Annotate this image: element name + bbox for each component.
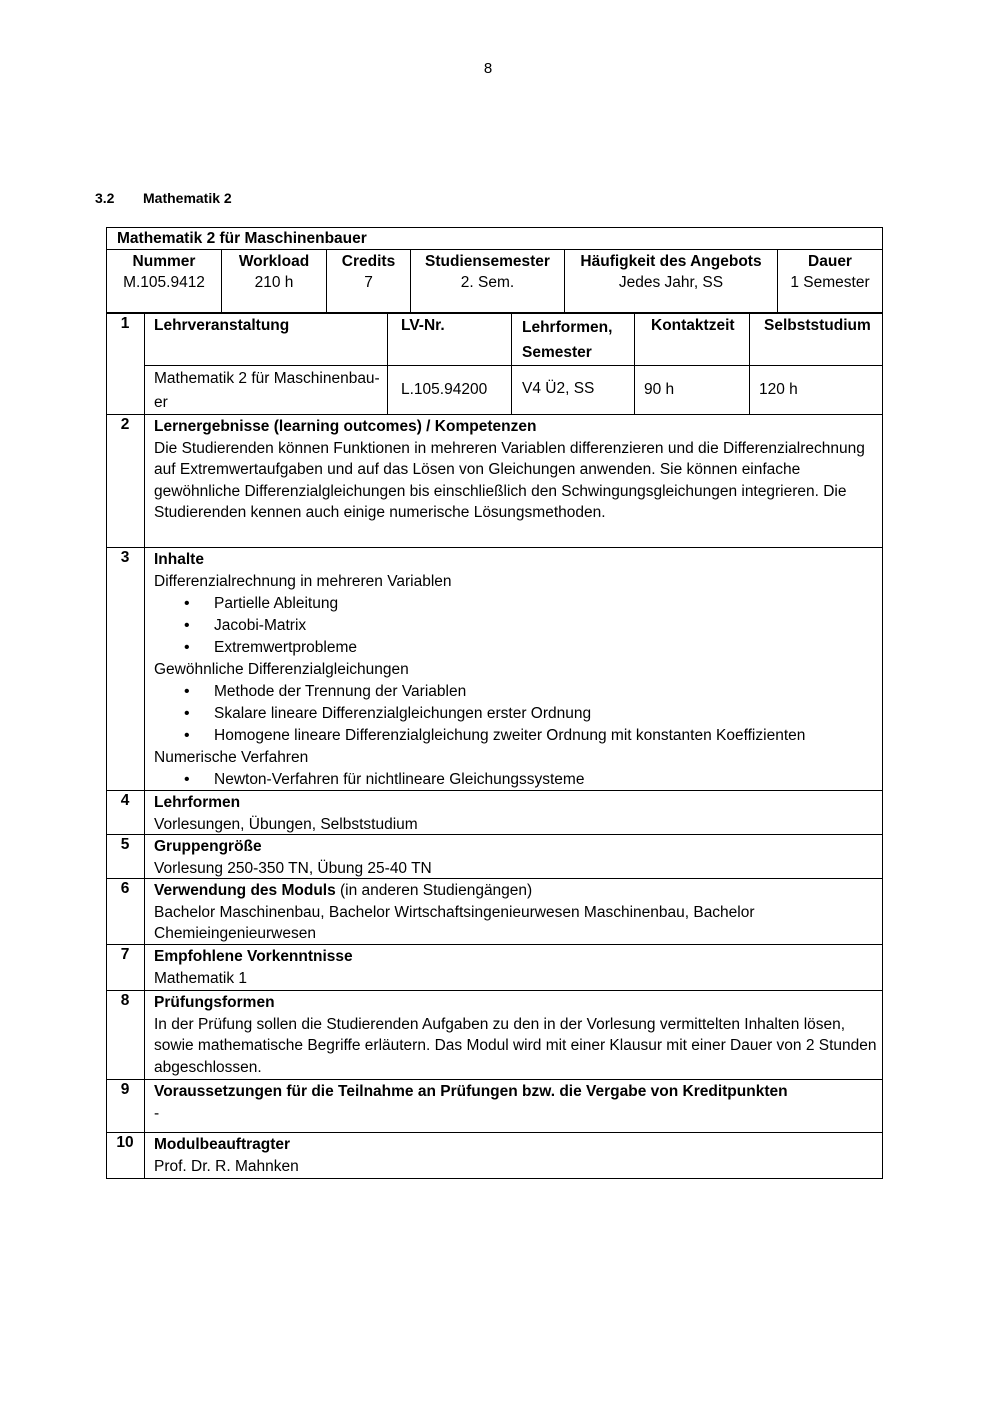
- vorkenntnisse-text: Mathematik 1: [154, 969, 248, 987]
- section-number: 3.2: [95, 190, 115, 206]
- kontaktzeit-label: Kontaktzeit: [651, 317, 735, 334]
- pruefungsformen-text-line: In der Prüfung sollen die Studierenden Aufgaben zu den in der Vorlesung vermittelten Inhalten lösen,: [154, 1015, 846, 1033]
- lvnr-value: L.105.94200: [401, 381, 488, 398]
- list-item: • Newton-Verfahren für nichtlineare Gleichungssysteme: [154, 769, 879, 791]
- selbststudium-label: Selbststudium: [764, 317, 871, 334]
- lehrveranstaltung-value-line: er: [154, 394, 168, 411]
- workload-label: Workload: [238, 253, 310, 270]
- row1-col-divider: [511, 313, 512, 414]
- row-separator: [107, 1132, 882, 1133]
- row1-col-divider: [387, 313, 388, 365]
- lehrformen-text: Vorlesungen, Übungen, Selbststudium: [154, 815, 418, 833]
- verwendung-text-line: Chemieingenieurwesen: [154, 925, 316, 942]
- list-item: • Skalare lineare Differenzialgleichungen erster Ordnung: [154, 703, 879, 725]
- inhalte-group-heading: Differenzialrechnung in mehreren Variablen: [154, 573, 452, 590]
- studiensemester-label: Studiensemester: [425, 253, 550, 270]
- verwendung-title: Verwendung des Moduls: [154, 882, 336, 899]
- row-number: 1: [120, 315, 130, 332]
- workload-value: 210 h: [254, 274, 294, 291]
- pruefungsformen-title: Prüfungsformen: [154, 994, 275, 1011]
- inhalte-bullet-list: [154, 769, 879, 791]
- row1-col-divider: [634, 313, 635, 414]
- haeufigkeit-label: Häufigkeit des Angebots: [580, 253, 762, 270]
- nummer-value: M.105.9412: [123, 274, 205, 291]
- inhalte-bullet-list: [154, 593, 879, 659]
- pruefungsformen-text-line: abgeschlossen.: [154, 1058, 262, 1076]
- lehrveranstaltung-label: Lehrveranstaltung: [154, 317, 290, 334]
- verwendung-title-suffix: (in anderen Studiengängen): [335, 882, 533, 899]
- haeufigkeit-value: Jedes Jahr, SS: [618, 274, 724, 291]
- row-number: 7: [120, 946, 130, 963]
- module-title: Mathematik 2 für Maschinenbauer: [117, 230, 367, 247]
- row-number: 8: [120, 992, 130, 1009]
- row-number: 10: [116, 1134, 134, 1151]
- lehrformen-label-line: Semester: [522, 344, 592, 361]
- lernergebnisse-text-line: auf Extremwertaufgaben und auf das Lösen von Gleichungen anwenden. Sie können einfache: [154, 461, 801, 478]
- gruppengroesse-cell: [154, 836, 879, 879]
- nummer-label: Nummer: [132, 253, 196, 270]
- pruefungsformen-cell: [154, 992, 879, 1078]
- modulbeauftragter-title: Modulbeauftragter: [154, 1136, 291, 1153]
- lehrformen-label: [522, 315, 612, 365]
- lernergebnisse-text-line: Studierenden kennen auch einige numerische Lösungsmethoden.: [154, 504, 606, 521]
- vorkenntnisse-title: Empfohlene Vorkenntnisse: [154, 948, 353, 965]
- list-item: • Methode der Trennung der Variablen: [154, 681, 879, 703]
- row-number: 3: [120, 549, 130, 566]
- row-number: 6: [120, 880, 130, 897]
- gruppengroesse-title: Gruppengröße: [154, 838, 262, 855]
- row-number: 4: [120, 792, 130, 809]
- studiensemester-value: 2. Sem.: [460, 274, 515, 291]
- row1-subdivider: [144, 365, 882, 366]
- vorkenntnisse-cell: [154, 946, 879, 989]
- row-separator: [107, 1079, 882, 1080]
- inhalte-title: Inhalte: [154, 551, 204, 568]
- lernergebnisse-text-line: Die Studierenden können Funktionen in mehreren Variablen differenzieren und die Differenzialrechnung: [154, 439, 865, 457]
- row1-col-divider: [387, 366, 388, 414]
- dauer-label: Dauer: [808, 253, 852, 270]
- modulbeauftragter-cell: [154, 1134, 879, 1177]
- credits-value: 7: [364, 274, 373, 291]
- verwendung-cell: [154, 880, 879, 945]
- page-number: 8: [483, 60, 493, 77]
- lehrveranstaltung-value: [154, 367, 380, 415]
- row-number: 9: [120, 1081, 130, 1098]
- row-separator: [107, 990, 882, 991]
- section-heading: [95, 190, 232, 206]
- lernergebnisse-cell: [154, 416, 879, 524]
- inhalte-group-heading: Gewöhnliche Differenzialgleichungen: [154, 661, 409, 678]
- voraussetzungen-text: -: [154, 1104, 160, 1122]
- gruppengroesse-text: Vorlesung 250-350 TN, Übung 25-40 TN: [154, 859, 432, 877]
- row1-col-divider: [749, 313, 750, 414]
- row-separator: [107, 547, 882, 548]
- pruefungsformen-text-line: sowie mathematische Begriffe erläutern. Das Modul wird mit einer Klausur mit einer Dauer von 2 Stunden: [154, 1037, 877, 1054]
- lvnr-label: LV-Nr.: [401, 317, 445, 334]
- inhalte-bullet-list: [154, 681, 879, 747]
- lehrformen-label-line: Lehrformen,: [522, 319, 613, 336]
- dauer-value: 1 Semester: [790, 274, 870, 291]
- voraussetzungen-title: Voraussetzungen für die Teilnahme an Prüfungen bzw. die Vergabe von Kreditpunkten: [154, 1083, 788, 1100]
- row-number: 2: [120, 416, 130, 433]
- selbststudium-value: 120 h: [759, 381, 798, 398]
- lehrformen-title: Lehrformen: [154, 794, 241, 811]
- lernergebnisse-title: Lernergebnisse (learning outcomes) / Kompetenzen: [154, 418, 537, 435]
- kontaktzeit-value: 90 h: [644, 381, 675, 398]
- lernergebnisse-text-line: gewöhnliche Differenzialgleichungen bis einschließlich den Schwingungsgleichungen integrieren. Die: [154, 482, 847, 500]
- lehrveranstaltung-value-line: Mathematik 2 für Maschinenbau-: [154, 370, 380, 387]
- inhalte-group-heading: Numerische Verfahren: [154, 749, 309, 766]
- row-number: 5: [120, 836, 130, 853]
- inhalte-cell: [154, 549, 879, 791]
- list-item: • Extremwertprobleme: [154, 637, 879, 659]
- list-item: • Partielle Ableitung: [154, 593, 879, 615]
- list-item: • Homogene lineare Differenzialgleichung zweiter Ordnung mit konstanten Koeffizienten: [154, 725, 879, 747]
- section-title: Mathematik 2: [143, 190, 232, 206]
- number-column-divider: [144, 313, 145, 1179]
- list-item: • Jacobi-Matrix: [154, 615, 879, 637]
- voraussetzungen-cell: [154, 1081, 879, 1124]
- lehrformen-cell: [154, 792, 879, 835]
- modulbeauftragter-text: Prof. Dr. R. Mahnken: [154, 1157, 299, 1175]
- verwendung-heading: [154, 880, 879, 902]
- credits-label: Credits: [341, 253, 396, 270]
- verwendung-text-line: Bachelor Maschinenbau, Bachelor Wirtschaftsingenieurwesen Maschinenbau, Bachelor: [154, 903, 755, 921]
- lehrformen-value: V4 Ü2, SS: [522, 380, 595, 397]
